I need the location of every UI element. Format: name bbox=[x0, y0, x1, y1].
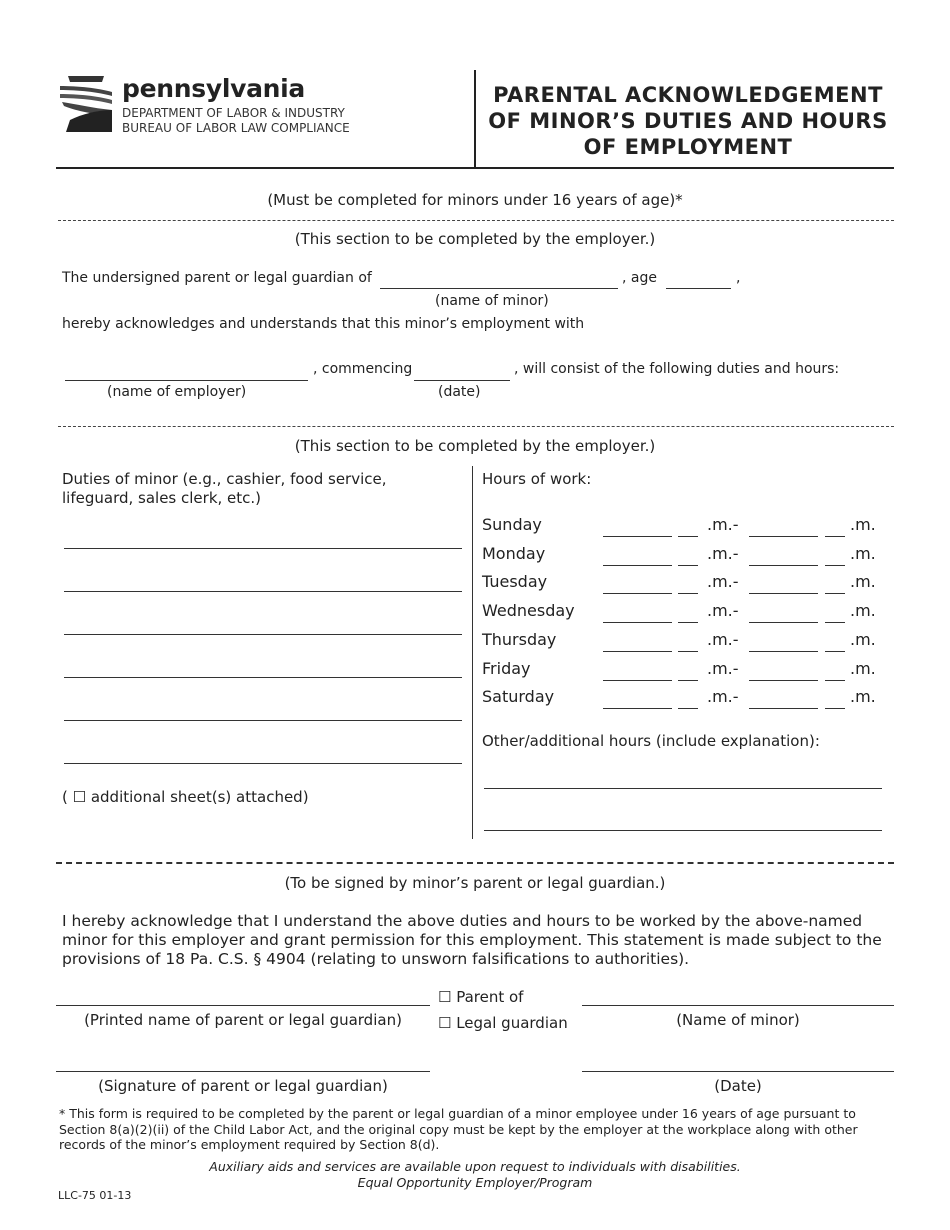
undersigned-text: The undersigned parent or legal guardian of bbox=[62, 270, 372, 286]
duties-label-line-2: lifeguard, sales clerk, etc.) bbox=[62, 489, 262, 507]
header-divider bbox=[474, 70, 476, 168]
signature-field[interactable] bbox=[56, 1071, 430, 1072]
signature-section-label: (To be signed by minor’s parent or legal guardian.) bbox=[284, 874, 666, 892]
footnote-line-1: * This form is required to be completed by the parent or legal guardian of a minor employee under 16 years of age pursuant to bbox=[59, 1106, 856, 1121]
end-ampm-field[interactable] bbox=[825, 565, 845, 566]
date-sign-caption: (Date) bbox=[714, 1077, 762, 1095]
footnote bbox=[59, 1106, 858, 1153]
hours-label: Hours of work: bbox=[482, 470, 592, 488]
dashed-divider-2 bbox=[58, 426, 894, 427]
form-code: LLC-75 01-13 bbox=[58, 1189, 132, 1202]
other-hours-line-2[interactable] bbox=[484, 830, 882, 831]
dashed-divider-3 bbox=[56, 862, 894, 864]
day-label: Thursday bbox=[482, 629, 557, 649]
printed-name-caption: (Printed name of parent or legal guardian) bbox=[84, 1011, 402, 1029]
duties-label-line-1: Duties of minor (e.g., cashier, food service, bbox=[62, 470, 387, 488]
keystone-icon bbox=[58, 76, 114, 134]
statement-line-3: provisions of 18 Pa. C.S. § 4904 (relating to unsworn falsifications to authorities). bbox=[62, 950, 690, 968]
duty-line-4[interactable] bbox=[64, 677, 462, 678]
start-time-field[interactable] bbox=[603, 622, 672, 623]
day-label: Tuesday bbox=[482, 572, 548, 592]
am-pm-end: .m. bbox=[850, 543, 876, 563]
aux-aids-note bbox=[0, 1159, 950, 1191]
age-field[interactable] bbox=[666, 288, 731, 289]
statement-line-2: minor for this employer and grant permission for this employment. This statement is made subject to the bbox=[62, 931, 882, 949]
minor-name-signature-field[interactable] bbox=[582, 1005, 894, 1006]
am-pm-separator: .m.- bbox=[707, 601, 739, 621]
minor-name-field[interactable] bbox=[380, 288, 618, 289]
start-ampm-field[interactable] bbox=[678, 565, 698, 566]
end-ampm-field[interactable] bbox=[825, 651, 845, 652]
additional-sheets-checkbox[interactable]: ( ☐ additional sheet(s) attached) bbox=[62, 788, 309, 806]
name-of-employer-caption: (name of employer) bbox=[107, 384, 247, 400]
age-label: , age bbox=[622, 270, 657, 286]
duty-line-1[interactable] bbox=[64, 548, 462, 549]
start-ampm-field[interactable] bbox=[678, 622, 698, 623]
day-label: Saturday bbox=[482, 687, 555, 707]
day-label: Wednesday bbox=[482, 601, 575, 621]
start-ampm-field[interactable] bbox=[678, 708, 698, 709]
logo-dept: DEPARTMENT OF LABOR & INDUSTRY bbox=[122, 106, 345, 120]
duty-line-5[interactable] bbox=[64, 720, 462, 721]
dashed-divider-1 bbox=[58, 220, 894, 221]
logo-name: pennsylvania bbox=[122, 74, 305, 103]
employer-section-label-1: (This section to be completed by the employer.) bbox=[294, 230, 656, 248]
other-hours-line-1[interactable] bbox=[484, 788, 882, 789]
start-time-field[interactable] bbox=[603, 708, 672, 709]
footnote-line-3: records of the minor’s employment required by Section 8(d). bbox=[59, 1137, 440, 1152]
aux-line-1: Auxiliary aids and services are available upon request to individuals with disabilities. bbox=[209, 1159, 741, 1174]
title-line-3: OF EMPLOYMENT bbox=[583, 135, 793, 159]
day-label: Monday bbox=[482, 543, 546, 563]
am-pm-separator: .m.- bbox=[707, 572, 739, 592]
start-time-field[interactable] bbox=[603, 680, 672, 681]
pa-logo bbox=[58, 76, 348, 136]
duty-line-6[interactable] bbox=[64, 763, 462, 764]
parent-of-checkbox[interactable]: ☐ Parent of bbox=[438, 988, 524, 1006]
header-rule bbox=[56, 167, 894, 169]
end-time-field[interactable] bbox=[749, 708, 818, 709]
title-line-1: PARENTAL ACKNOWLEDGEMENT bbox=[493, 83, 883, 107]
legal-guardian-checkbox[interactable]: ☐ Legal guardian bbox=[438, 1014, 568, 1032]
duty-line-3[interactable] bbox=[64, 634, 462, 635]
age-comma: , bbox=[736, 270, 741, 286]
commencing-date-field[interactable] bbox=[414, 380, 510, 381]
am-pm-end: .m. bbox=[850, 687, 876, 707]
logo-bureau: BUREAU OF LABOR LAW COMPLIANCE bbox=[122, 121, 350, 135]
end-time-field[interactable] bbox=[749, 680, 818, 681]
am-pm-separator: .m.- bbox=[707, 515, 739, 534]
am-pm-separator: .m.- bbox=[707, 658, 739, 678]
start-ampm-field[interactable] bbox=[678, 593, 698, 594]
end-time-field[interactable] bbox=[749, 593, 818, 594]
date-caption: (date) bbox=[438, 384, 481, 400]
start-time-field[interactable] bbox=[603, 593, 672, 594]
footnote-line-2: Section 8(a)(2)(ii) of the Child Labor Act, and the original copy must be kept by the employer at the workplace along with other bbox=[59, 1121, 858, 1137]
start-ampm-field[interactable] bbox=[678, 536, 698, 537]
commencing-label: , commencing bbox=[313, 361, 413, 377]
printed-name-field[interactable] bbox=[56, 1005, 430, 1006]
form-title bbox=[478, 82, 898, 160]
duty-line-2[interactable] bbox=[64, 591, 462, 592]
must-complete-note: (Must be completed for minors under 16 years of age)* bbox=[267, 191, 683, 209]
am-pm-end: .m. bbox=[850, 601, 876, 621]
acknowledgement-statement bbox=[62, 912, 882, 969]
am-pm-end: .m. bbox=[850, 658, 876, 678]
end-time-field[interactable] bbox=[749, 536, 818, 537]
date-field[interactable] bbox=[582, 1071, 894, 1072]
name-of-minor-caption: (name of minor) bbox=[435, 293, 549, 309]
start-time-field[interactable] bbox=[603, 651, 672, 652]
aux-line-2: Equal Opportunity Employer/Program bbox=[357, 1175, 593, 1190]
am-pm-end: .m. bbox=[850, 572, 876, 592]
title-line-2: OF MINOR’S DUTIES AND HOURS bbox=[488, 109, 888, 133]
end-time-field[interactable] bbox=[749, 565, 818, 566]
employer-name-field[interactable] bbox=[65, 380, 308, 381]
am-pm-separator: .m.- bbox=[707, 629, 739, 649]
end-ampm-field[interactable] bbox=[825, 536, 845, 537]
statement-line-1: I hereby acknowledge that I understand the above duties and hours to be worked by the above-named bbox=[62, 912, 863, 930]
duties-label bbox=[62, 470, 387, 508]
employer-section-label-2: (This section to be completed by the employer.) bbox=[294, 437, 656, 455]
duties-hours-divider bbox=[472, 466, 473, 839]
end-ampm-field[interactable] bbox=[825, 680, 845, 681]
start-ampm-field[interactable] bbox=[678, 651, 698, 652]
day-label: Sunday bbox=[482, 515, 542, 534]
start-time-field[interactable] bbox=[603, 536, 672, 537]
end-time-field[interactable] bbox=[749, 651, 818, 652]
end-ampm-field[interactable] bbox=[825, 593, 845, 594]
am-pm-separator: .m.- bbox=[707, 543, 739, 563]
end-ampm-field[interactable] bbox=[825, 622, 845, 623]
end-ampm-field[interactable] bbox=[825, 708, 845, 709]
start-time-field[interactable] bbox=[603, 565, 672, 566]
will-consist-text: , will consist of the following duties and hours: bbox=[514, 361, 840, 377]
am-pm-end: .m. bbox=[850, 515, 876, 534]
hereby-text: hereby acknowledges and understands that this minor’s employment with bbox=[62, 316, 585, 332]
end-time-field[interactable] bbox=[749, 622, 818, 623]
name-of-minor-sign-caption: (Name of minor) bbox=[676, 1011, 800, 1029]
signature-caption: (Signature of parent or legal guardian) bbox=[98, 1077, 388, 1095]
other-hours-label: Other/additional hours (include explanation): bbox=[482, 732, 820, 750]
start-ampm-field[interactable] bbox=[678, 680, 698, 681]
am-pm-separator: .m.- bbox=[707, 687, 739, 707]
day-label: Friday bbox=[482, 658, 531, 678]
am-pm-end: .m. bbox=[850, 629, 876, 649]
